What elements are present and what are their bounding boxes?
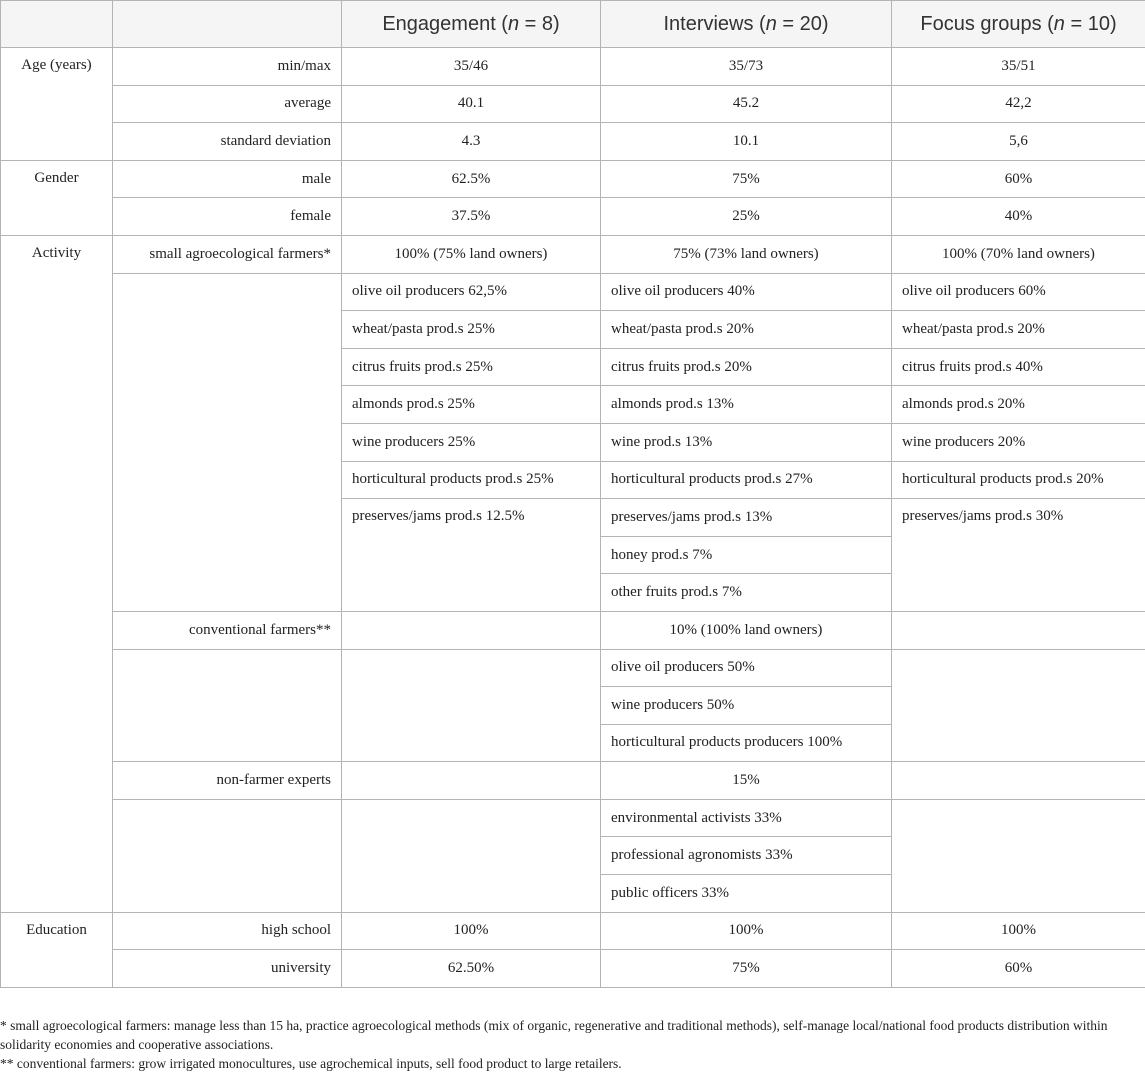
list-item: wheat/pasta prod.s 20%: [601, 311, 892, 349]
footnote-small-farmers: * small agroecological farmers: manage less than 15 ha, practice agroecological methods (mix of organic, regenerative and traditional methods), self-manage local/national food products distribution within solidarity economies and cooperative associations.: [0, 1018, 1108, 1052]
list-item: almonds prod.s 20%: [892, 386, 1145, 424]
cell-engagement: 62.50%: [342, 950, 601, 988]
blank-cell: [892, 649, 1145, 762]
row-label: standard deviation: [113, 123, 342, 161]
list-item: citrus fruits prod.s 40%: [892, 348, 1145, 386]
category-activity: Activity: [1, 235, 113, 912]
cell-engagement: 100%: [342, 912, 601, 950]
table-row: [1, 123, 1145, 161]
list-item: preserves/jams prod.s 12.5%: [342, 499, 601, 612]
cell-focus: 60%: [892, 160, 1145, 198]
list-item: wine prod.s 13%: [601, 423, 892, 461]
table-row: [1, 611, 1145, 649]
cell-interviews: 10.1: [601, 123, 892, 161]
cell-focus: 60%: [892, 950, 1145, 988]
cell-interviews: 100%: [601, 912, 892, 950]
blank-cell: [113, 273, 342, 611]
table-row: [1, 48, 1145, 86]
list-item: horticultural products prod.s 20%: [892, 461, 1145, 499]
blank-cell: [113, 649, 342, 762]
blank-cell: [113, 799, 342, 912]
cell-interviews: 25%: [601, 198, 892, 236]
footnote-conventional-farmers: ** conventional farmers: grow irrigated monocultures, use agrochemical inputs, sell food product to large retailers.: [0, 1056, 622, 1071]
row-label: small agroecological farmers*: [113, 235, 342, 273]
list-item: other fruits prod.s 7%: [601, 574, 892, 612]
list-item: wheat/pasta prod.s 20%: [892, 311, 1145, 349]
list-item: public officers 33%: [601, 875, 892, 913]
cell-focus: 100% (70% land owners): [892, 235, 1145, 273]
table-row: [1, 950, 1145, 988]
list-item: horticultural products prod.s 25%: [342, 461, 601, 499]
list-item: horticultural products producers 100%: [601, 724, 892, 762]
list-item: environmental activists 33%: [601, 799, 892, 837]
blank-cell: [892, 611, 1145, 649]
list-item: almonds prod.s 25%: [342, 386, 601, 424]
cell-focus: 42,2: [892, 85, 1145, 123]
row-label: min/max: [113, 48, 342, 86]
cell-focus: 5,6: [892, 123, 1145, 161]
cell-engagement: 4.3: [342, 123, 601, 161]
list-item: professional agronomists 33%: [601, 837, 892, 875]
blank-cell: [892, 762, 1145, 800]
list-item: olive oil producers 62,5%: [342, 273, 601, 311]
table-row: [1, 160, 1145, 198]
table-row: [1, 273, 1145, 311]
footnotes: [0, 1016, 1145, 1073]
blank-cell: [342, 762, 601, 800]
cell-interviews: 75%: [601, 950, 892, 988]
cell-engagement: 40.1: [342, 85, 601, 123]
blank-cell: [892, 799, 1145, 912]
list-item: preserves/jams prod.s 30%: [892, 499, 1145, 612]
list-item: citrus fruits prod.s 25%: [342, 348, 601, 386]
cell-interviews: 75%: [601, 160, 892, 198]
table-row: [1, 799, 1145, 837]
header-blank-2: [113, 1, 342, 48]
category-gender: Gender: [1, 160, 113, 235]
cell-engagement: 37.5%: [342, 198, 601, 236]
row-label: university: [113, 950, 342, 988]
list-item: wine producers 50%: [601, 687, 892, 725]
table-row: [1, 912, 1145, 950]
cell-interviews: 15%: [601, 762, 892, 800]
cell-interviews: 35/73: [601, 48, 892, 86]
row-label: conventional farmers**: [113, 611, 342, 649]
header-interviews: Interviews (n = 20): [601, 1, 892, 48]
header-engagement: Engagement (n = 8): [342, 1, 601, 48]
list-item: wine producers 25%: [342, 423, 601, 461]
cell-interviews: 45.2: [601, 85, 892, 123]
header-focus-groups: Focus groups (n = 10): [892, 1, 1145, 48]
cell-engagement: 62.5%: [342, 160, 601, 198]
row-label: male: [113, 160, 342, 198]
category-education: Education: [1, 912, 113, 987]
cell-focus: 35/51: [892, 48, 1145, 86]
list-item: olive oil producers 60%: [892, 273, 1145, 311]
row-label: female: [113, 198, 342, 236]
header-row: [1, 1, 1145, 48]
cell-interviews: 10% (100% land owners): [601, 611, 892, 649]
cell-focus: 100%: [892, 912, 1145, 950]
list-item: wheat/pasta prod.s 25%: [342, 311, 601, 349]
row-label: average: [113, 85, 342, 123]
list-item: citrus fruits prod.s 20%: [601, 348, 892, 386]
list-item: honey prod.s 7%: [601, 536, 892, 574]
list-item: wine producers 20%: [892, 423, 1145, 461]
cell-focus: 40%: [892, 198, 1145, 236]
list-item: almonds prod.s 13%: [601, 386, 892, 424]
table-row: [1, 762, 1145, 800]
category-age: Age (years): [1, 48, 113, 161]
row-label: non-farmer experts: [113, 762, 342, 800]
cell-engagement: 100% (75% land owners): [342, 235, 601, 273]
table-row: [1, 198, 1145, 236]
blank-cell: [342, 799, 601, 912]
list-item: horticultural products prod.s 27%: [601, 461, 892, 499]
row-label: high school: [113, 912, 342, 950]
cell-interviews: 75% (73% land owners): [601, 235, 892, 273]
list-item: olive oil producers 40%: [601, 273, 892, 311]
table-row: [1, 649, 1145, 687]
list-item: olive oil producers 50%: [601, 649, 892, 687]
table-row: [1, 235, 1145, 273]
blank-cell: [342, 611, 601, 649]
list-item: preserves/jams prod.s 13%: [601, 499, 892, 537]
blank-cell: [342, 649, 601, 762]
header-blank-1: [1, 1, 113, 48]
table-row: [1, 85, 1145, 123]
cell-engagement: 35/46: [342, 48, 601, 86]
